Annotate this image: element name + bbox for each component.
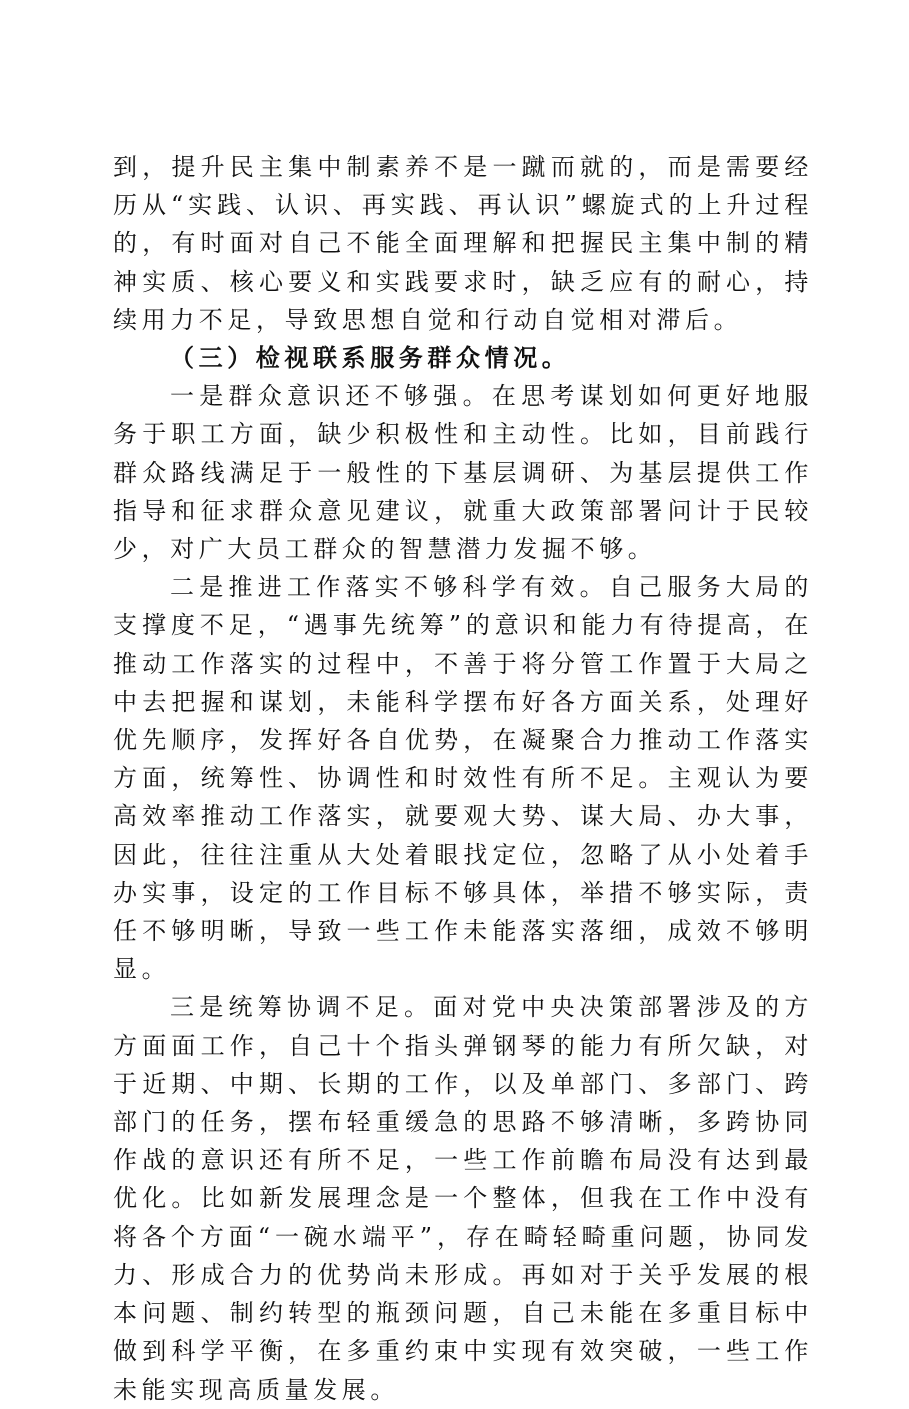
- paragraph-mass-awareness: 一是群众意识还不够强。在思考谋划如何更好地服务于职工方面，缺少积极性和主动性。比如，目前践行群众路线满足于一般性的下基层调研、为基层提供工作指导和征求群众意见建议，就重大政策部署问计于民较少，对广大员工群众的智慧潜力发掘不够。: [113, 382, 813, 564]
- paragraph-continuation: 到，提升民主集中制素养不是一蹴而就的，而是需要经历从“实践、认识、再实践、再认识”螺旋式的上升过程的，有时面对自己不能全面理解和把握民主集中制的精神实质、核心要义和实践要求时，缺乏应有的耐心，持续用力不足，导致思想自觉和行动自觉相对滞后。: [113, 153, 813, 334]
- document-body: [113, 148, 813, 1409]
- section-heading: （三）检视联系服务群众情况。: [170, 343, 571, 373]
- paragraph-coordination: 三是统筹协调不足。面对党中央决策部署涉及的方方面面工作，自己十个指头弹钢琴的能力有所欠缺，对于近期、中期、长期的工作，以及单部门、多部门、跨部门的任务，摆布轻重缓急的思路不够清晰，多跨协同作战的意识还有所不足，一些工作前瞻布局没有达到最优化。比如新发展理念是一个整体，但我在工作中没有将各个方面“一碗水端平”，存在畸轻畸重问题，协同发力、形成合力的优势尚未形成。再如对于关乎发展的根本问题、制约转型的瓶颈问题，自己未能在多重目标中做到科学平衡，在多重约束中实现有效突破，一些工作未能实现高质量发展。: [113, 993, 813, 1404]
- paragraph-work-implementation: 二是推进工作落实不够科学有效。自己服务大局的支撑度不足，“遇事先统筹”的意识和能力有待提高，在推动工作落实的过程中，不善于将分管工作置于大局之中去把握和谋划，未能科学摆布好各方面关系，处理好优先顺序，发挥好各自优势，在凝聚合力推动工作落实方面，统筹性、协调性和时效性有所不足。主观认为要高效率推动工作落实，就要观大势、谋大局、办大事，因此，往往注重从大处着眼找定位，忽略了从小处着手办实事，设定的工作目标不够具体，举措不够实际，责任不够明晰，导致一些工作未能落实落细，成效不够明显。: [113, 573, 813, 984]
